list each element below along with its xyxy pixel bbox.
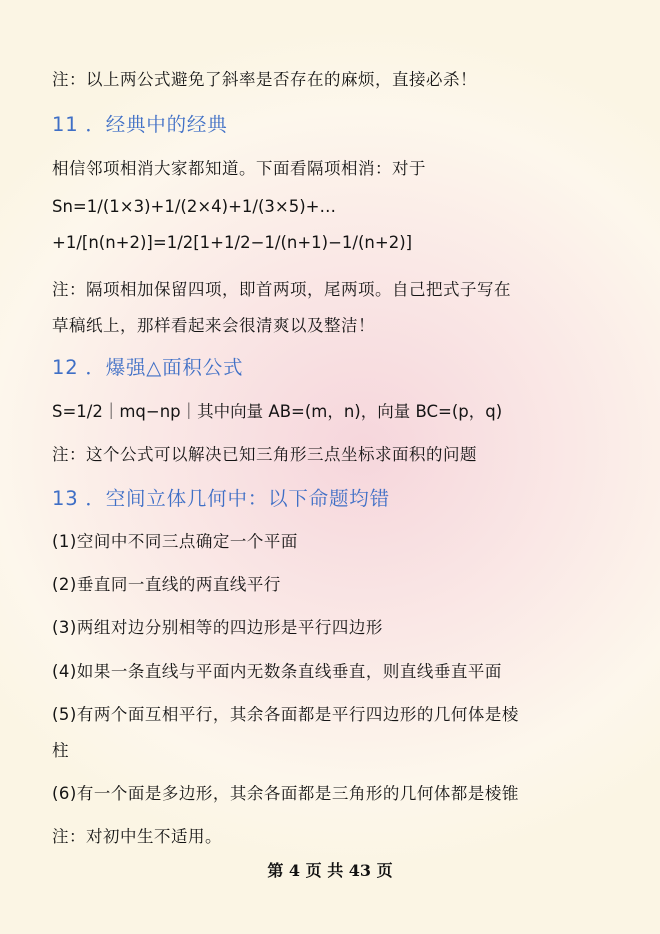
section-12-formula: S=1/2｜mq−np｜其中向量 AB=(m，n)，向量 BC=(p，q): [52, 402, 503, 421]
proposition-6: (6)有一个面是多边形，其余各面都是三角形的几何体都是棱锥: [52, 784, 519, 803]
section-11-note-line-2: 草稿纸上，那样看起来会很清爽以及整洁！: [52, 316, 375, 335]
section-13-note: 注：对初中生不适用。: [52, 827, 222, 846]
section-13-heading: 13 ．空间立体几何中：以下命题均错: [52, 487, 390, 510]
section-11-note-line-1: 注：隔项相加保留四项，即首两项，尾两项。自己把式子写在: [52, 280, 511, 299]
page-footer: 第 4 页 共 43 页: [267, 861, 393, 880]
proposition-4: (4)如果一条直线与平面内无数条直线垂直，则直线垂直平面: [52, 662, 502, 681]
proposition-5: (5)有两个面互相平行，其余各面都是平行四边形的几何体是棱: [52, 705, 519, 724]
proposition-2: (2)垂直同一直线的两直线平行: [52, 575, 281, 594]
note-formula-advantage: 注：以上两公式避免了斜率是否存在的麻烦，直接必杀！: [52, 70, 477, 89]
proposition-1: (1)空间中不同三点确定一个平面: [52, 532, 298, 551]
section-11-formula-line-1: Sn=1/(1×3)+1/(2×4)+1/(3×5)+…: [52, 197, 336, 216]
proposition-3: (3)两组对边分别相等的四边形是平行四边形: [52, 618, 383, 637]
section-12-note: 注：这个公式可以解决已知三角形三点坐标求面积的问题: [52, 445, 477, 464]
section-11-heading: 11 ．经典中的经典: [52, 113, 228, 136]
section-11-formula-line-2: +1/[n(n+2)]=1/2[1+1/2−1/(n+1)−1/(n+2)]: [52, 233, 413, 252]
proposition-5-continuation: 柱: [52, 741, 69, 760]
section-12-heading: 12 ．爆强△面积公式: [52, 356, 244, 379]
section-11-intro: 相信邻项相消大家都知道。下面看隔项相消：对于: [52, 159, 426, 178]
